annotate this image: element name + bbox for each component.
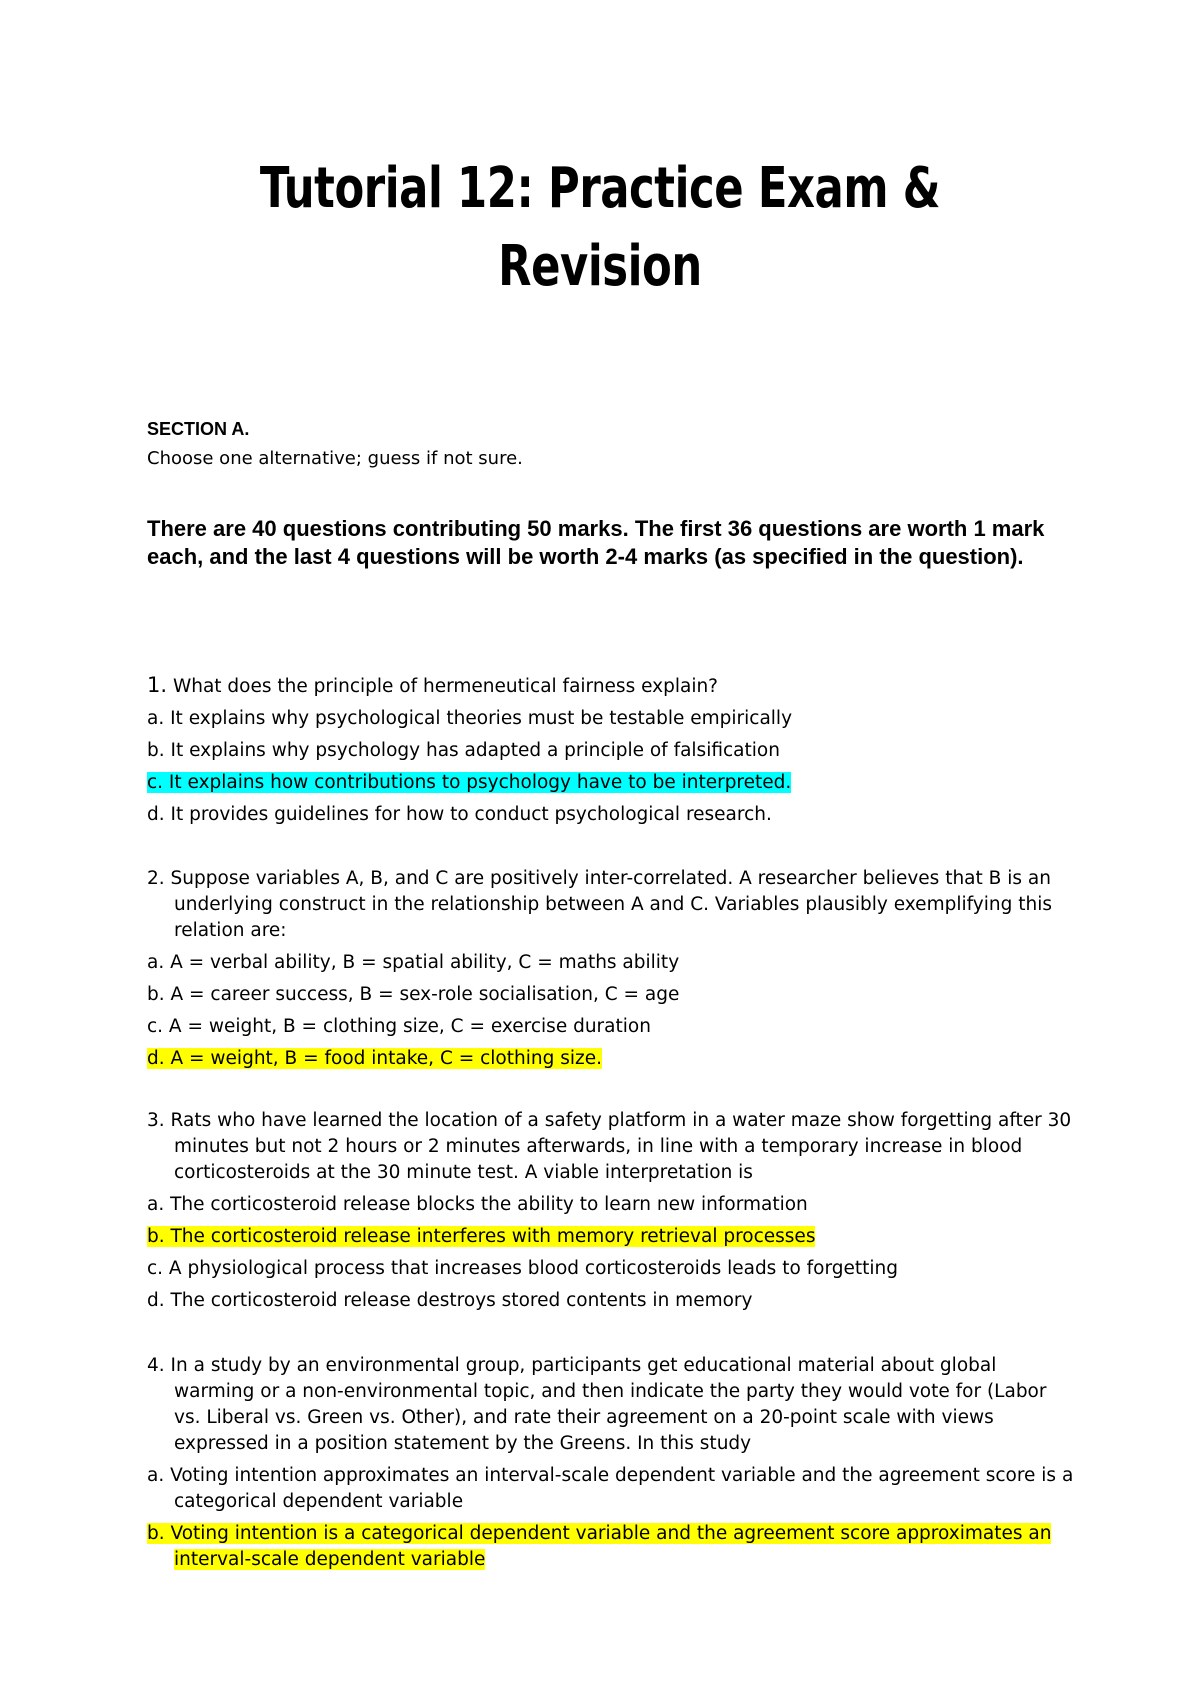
page-title [84,150,1116,306]
section-heading: SECTION A. [147,419,250,439]
answer-option-a: a. The corticosteroid release blocks the ability to learn new information [147,1194,808,1215]
question-number: 4. [147,1355,165,1376]
answer-option-a: a. It explains why psychological theories must be testable empirically [147,708,793,729]
question-stem [147,866,1077,944]
answer-option-b [147,1521,1077,1573]
question-1 [147,672,1077,834]
answer-option-a: a. A = verbal ability, B = spatial ability, C = maths ability [147,952,680,973]
highlighted-answer: b. Voting intention is a categorical dependent variable and the agreement score approximates an interval-scale dependent variable [147,1523,1052,1570]
question-number: 3. [147,1110,165,1131]
answer-option-b [147,1224,1077,1250]
question-3 [147,1108,1077,1320]
answer-option-b: b. A = career success, B = sex-role socialisation, C = age [147,984,680,1005]
question-stem [147,1353,1077,1457]
question-2 [147,866,1077,1078]
question-text: Rats who have learned the location of a safety platform in a water maze show forgetting after 30 minutes but not 2 hours or 2 minutes afterwards, in line with a temporary increase in blood corticosteroids at the 30 minute test. A viable interpretation is [170,1110,1072,1183]
question-4 [147,1353,1077,1579]
highlighted-answer: b. The corticosteroid release interferes with memory retrieval processes [147,1226,816,1247]
answer-option-d: d. It provides guidelines for how to conduct psychological research. [147,804,772,825]
answer-option-d [147,1046,1077,1072]
exam-info-paragraph: There are 40 questions contributing 50 marks. The first 36 questions are worth 1 mark each, and the last 4 questions will be worth 2-4 marks (as specified in the question). [147,516,1045,569]
highlighted-answer: d. A = weight, B = food intake, C = clothing size. [147,1048,602,1069]
question-text: What does the principle of hermeneutical fairness explain? [172,676,719,697]
answer-option-c [147,770,1077,796]
answer-option-d: d. The corticosteroid release destroys stored contents in memory [147,1290,753,1311]
highlighted-answer: c. It explains how contributions to psychology have to be interpreted. [147,772,792,793]
answer-option-c: c. A physiological process that increases blood corticosteroids leads to forgetting [147,1258,899,1279]
question-stem [147,672,1077,700]
question-number: 2. [147,868,165,889]
question-text: In a study by an environmental group, participants get educational material about global warming or a non-environmental topic, and then indicate the party they would vote for (Labor vs. Liberal vs. Green vs. Other), and rate their agreement on a 20-point scale with views expressed in a position statement by the Greens. In this study [170,1355,1047,1454]
question-number: 1. [147,673,168,697]
answer-option-a: a. Voting intention approximates an interval-scale dependent variable and the agreement score is a categorical dependent variable [147,1465,1074,1512]
title-line-1: Tutorial 12: Practice Exam & [259,156,941,221]
section-instruction: Choose one alternative; guess if not sure. [147,448,523,469]
answer-option-c: c. A = weight, B = clothing size, C = exercise duration [147,1016,651,1037]
title-line-2: Revision [498,234,702,299]
question-text: Suppose variables A, B, and C are positively inter-correlated. A researcher believes that B is an underlying construct in the relationship between A and C. Variables plausibly exemplifying this relation are: [170,868,1052,941]
answer-option-b: b. It explains why psychology has adapted a principle of falsification [147,740,780,761]
question-stem [147,1108,1077,1186]
